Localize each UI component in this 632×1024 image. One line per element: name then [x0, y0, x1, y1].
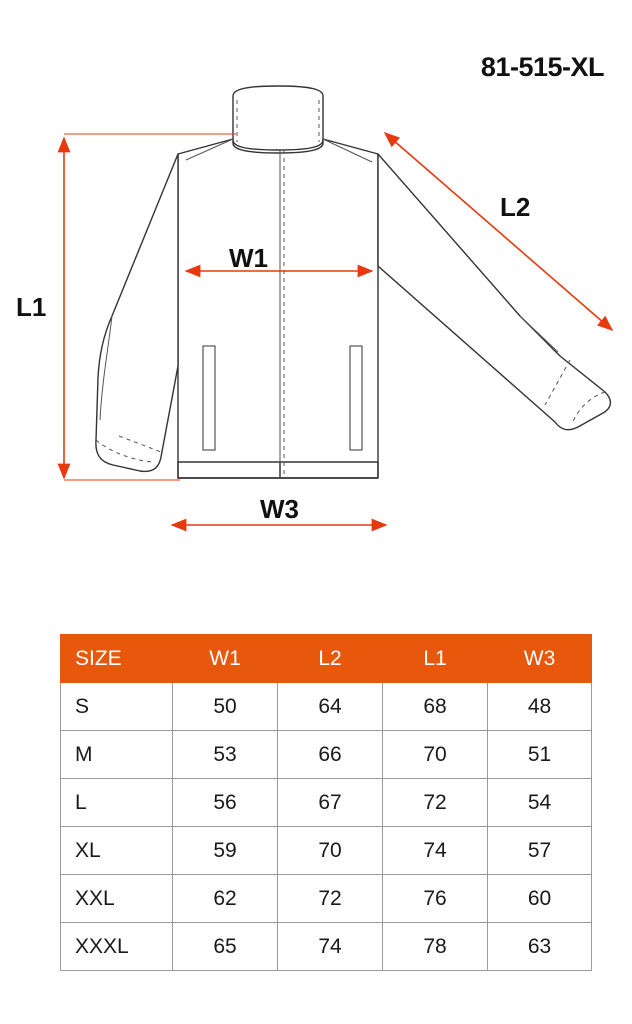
product-code: 81-515-XL: [480, 52, 604, 82]
dimension-label-w1: W1: [229, 243, 268, 273]
cell-l2: 74: [278, 923, 383, 971]
table-row: [61, 731, 592, 779]
cell-l2: 67: [278, 779, 383, 827]
size-table-header: [61, 635, 592, 683]
cell-w1: 56: [173, 779, 278, 827]
cell-l1: 68: [383, 683, 488, 731]
table-row: [61, 683, 592, 731]
cell-size: XXL: [61, 875, 173, 923]
dimension-label-l1: L1: [16, 292, 47, 322]
cell-l2: 70: [278, 827, 383, 875]
cell-size: S: [61, 683, 173, 731]
cell-l1: 74: [383, 827, 488, 875]
cell-w1: 59: [173, 827, 278, 875]
cell-w1: 65: [173, 923, 278, 971]
cell-l2: 72: [278, 875, 383, 923]
cell-w3: 54: [488, 779, 592, 827]
cell-l1: 70: [383, 731, 488, 779]
table-header-row: [61, 635, 592, 683]
size-table: [60, 634, 592, 971]
column-header-w3: W3: [488, 635, 592, 683]
cell-w3: 63: [488, 923, 592, 971]
table-row: [61, 827, 592, 875]
column-header-l2: L2: [278, 635, 383, 683]
dimension-label-w3: W3: [260, 494, 299, 524]
jacket-outline: [96, 86, 611, 478]
size-table-container: [60, 634, 572, 971]
cell-w3: 48: [488, 683, 592, 731]
table-row: [61, 923, 592, 971]
column-header-size: SIZE: [61, 635, 173, 683]
cell-size: M: [61, 731, 173, 779]
cell-size: L: [61, 779, 173, 827]
cell-w1: 62: [173, 875, 278, 923]
cell-w3: 60: [488, 875, 592, 923]
cell-size: XXXL: [61, 923, 173, 971]
column-header-l1: L1: [383, 635, 488, 683]
cell-w1: 50: [173, 683, 278, 731]
cell-l2: 64: [278, 683, 383, 731]
cell-l1: 78: [383, 923, 488, 971]
cell-l2: 66: [278, 731, 383, 779]
size-table-body: [61, 683, 592, 971]
cell-l1: 72: [383, 779, 488, 827]
cell-w3: 57: [488, 827, 592, 875]
table-row: [61, 875, 592, 923]
dimension-label-l2: L2: [500, 192, 531, 222]
column-header-w1: W1: [173, 635, 278, 683]
cell-w1: 53: [173, 731, 278, 779]
cell-l1: 76: [383, 875, 488, 923]
cell-size: XL: [61, 827, 173, 875]
table-row: [61, 779, 592, 827]
cell-w3: 51: [488, 731, 592, 779]
